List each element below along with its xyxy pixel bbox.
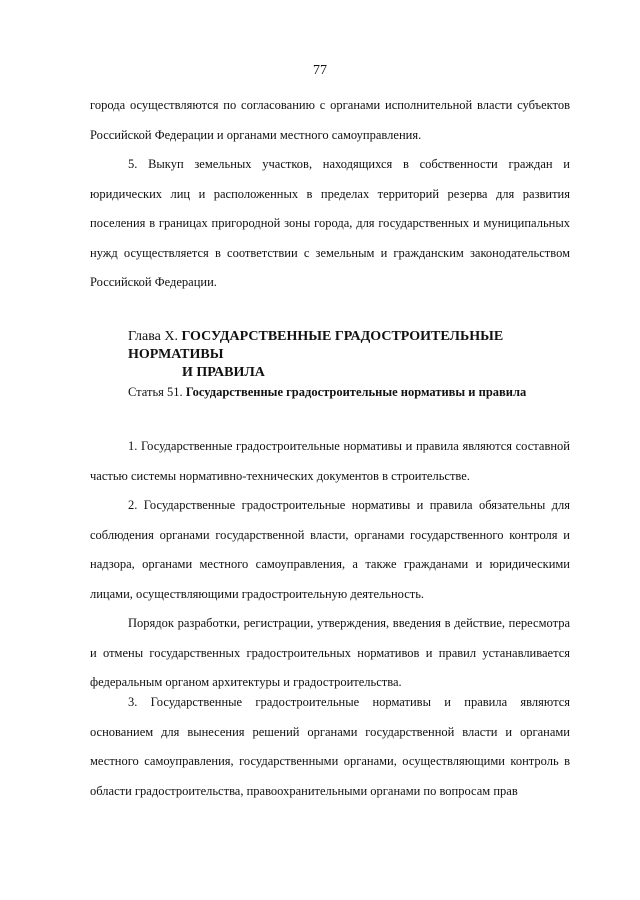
paragraph-item-1: 1. Государственные градостроительные нормативы и правила являются составной частью системы нормативно-технических документов в строительстве. [90,439,570,483]
paragraph-item-2: 2. Государственные градостроительные нормативы и правила обязательны для соблюдения органами государственной власти, органами государственного контроля и надзора, органами местного самоуправления, а также гражданами и юридическими лицами, осуществляющими градостроительную деятельность. [90,498,570,601]
chapter-title-line1: ГОСУДАРСТВЕННЫЕ ГРАДОСТРОИТЕЛЬНЫЕ НОРМАТИВЫ [128,329,504,362]
chapter-heading [128,328,588,382]
paragraph-item-3: 3. Государственные градостроительные нормативы и правила являются основанием для вынесения решений органами государственной власти и органами местного самоуправления, государственными органами, осуществляющими контроль в области градостроительства, правоохранительными органами по вопросам прав [90,695,570,798]
article-title: Государственные градостроительные нормативы и правила [185,385,527,399]
paragraph-continuation: города осуществляются по согласованию с органами исполнительной власти субъектов Российской Федерации и органами местного самоуправления. [90,98,570,142]
page-number: 77 [313,63,327,78]
paragraph-procedure: Порядок разработки, регистрации, утверждения, введения в действие, пересмотра и отмены государственных градостроительных нормативов и правил устанавливается федеральным органом архитектуры и градостроительства. [90,616,570,689]
article-label: Статья 51. [128,385,183,399]
paragraph-item-5: 5. Выкуп земельных участков, находящихся в собственности граждан и юридических лиц и расположенных в пределах территорий резерва для развития поселения в границах пригородной зоны города, для государственных и муниципальных нужд осуществляется в соответствии с земельным и гражданским законодательством Российской Федерации. [90,157,570,289]
article-heading [128,383,588,401]
chapter-label: Глава X. [128,329,178,344]
chapter-title-line2: И ПРАВИЛА [182,365,265,380]
